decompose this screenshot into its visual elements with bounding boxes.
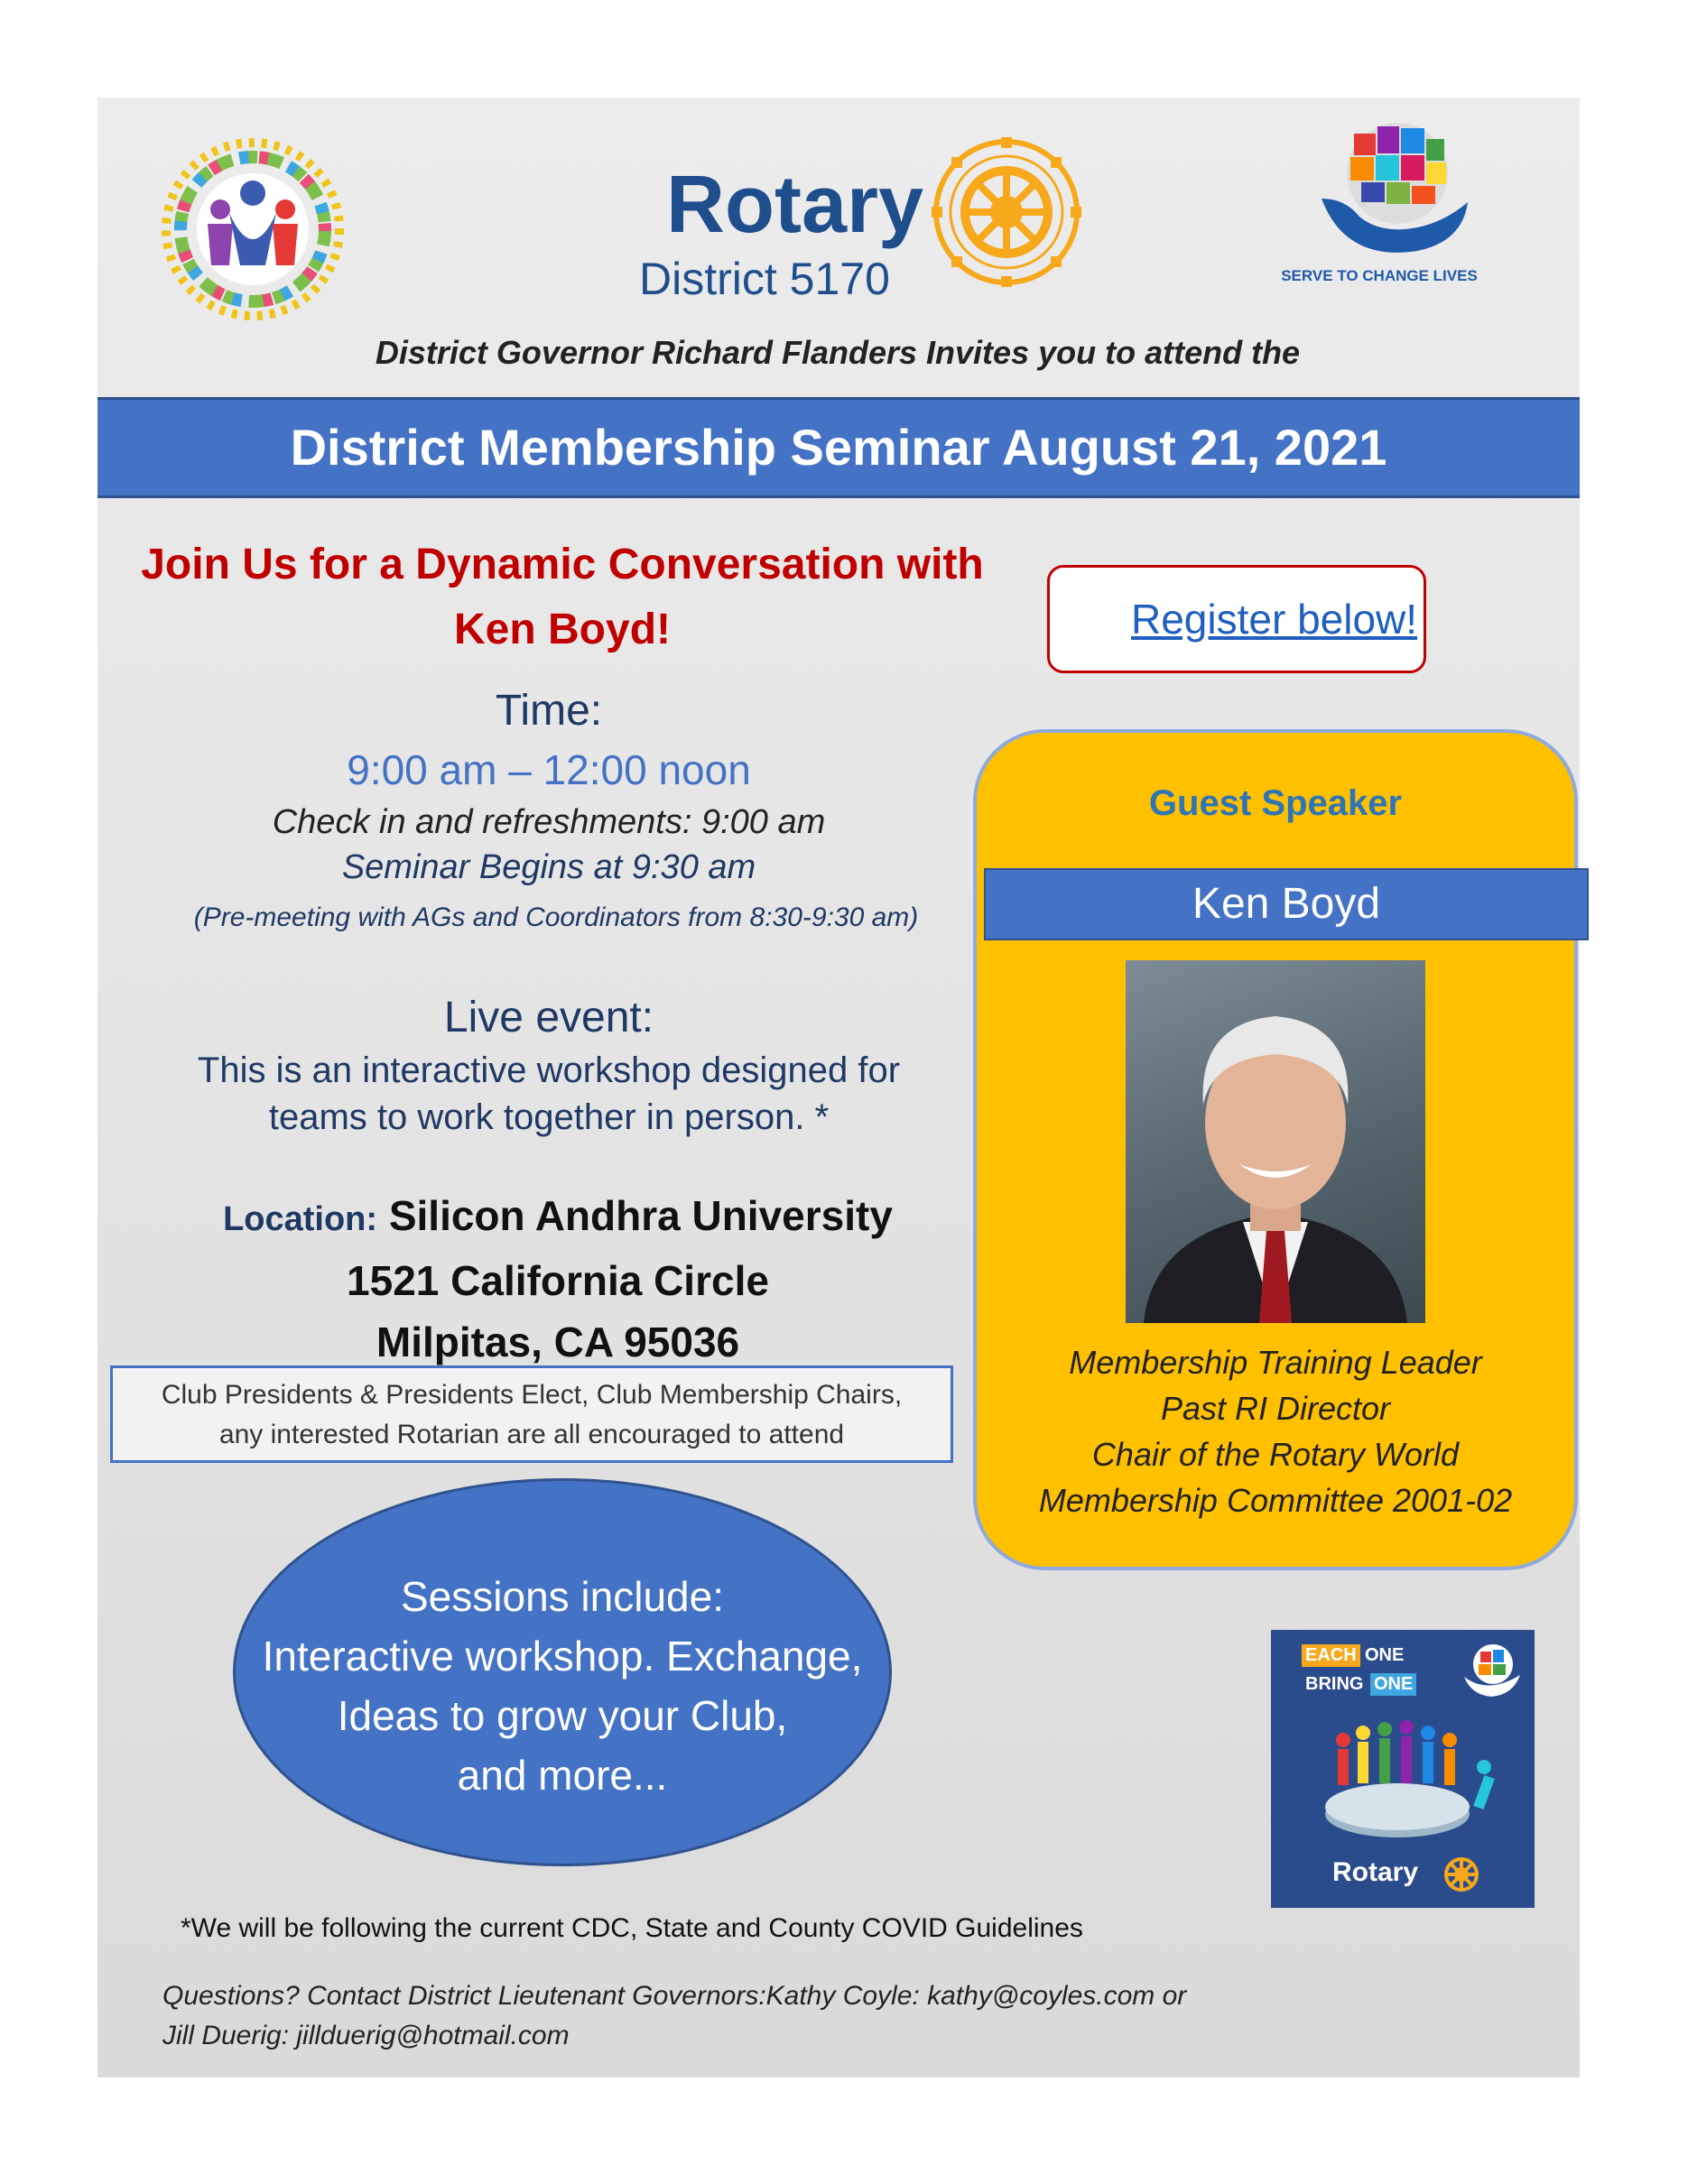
speaker-credentials <box>977 1339 1574 1523</box>
promo-globe-icon <box>1461 1639 1524 1698</box>
flyer-page <box>97 97 1580 2078</box>
title-banner <box>97 397 1580 498</box>
speaker-name: Ken Boyd <box>1192 880 1381 928</box>
live-line-1: This is an interactive workshop designed for <box>197 1050 901 1090</box>
promo-bring: BRING <box>1305 1674 1364 1694</box>
credential-2: Past RI Director <box>1160 1390 1391 1427</box>
contact-line-2: Jill Duerig: jillduerig@hotmail.com <box>162 2021 570 2050</box>
contact-line-1: Questions? Contact District Lieutenant Governors:Kathy Coyle: kathy@coyles.com or <box>162 1981 1187 2011</box>
intro-line-2: Ken Boyd! <box>454 606 671 653</box>
rotary-wheel-icon <box>930 135 1083 289</box>
checkin-line: Check in and refreshments: 9:00 am <box>272 803 826 841</box>
premeeting-note: (Pre-meeting with AGs and Coordinators from 8:30-9:30 am) <box>193 902 919 932</box>
sessions-line-1: Sessions include: <box>401 1573 724 1620</box>
district-label: District 5170 <box>639 254 890 304</box>
live-line-2: teams to work together in person. * <box>268 1097 830 1137</box>
live-event-description <box>161 1047 937 1141</box>
promo-rotary-wheel-icon <box>1442 1855 1480 1893</box>
credential-1: Membership Training Leader <box>1069 1344 1482 1381</box>
speaker-portrait-icon <box>1126 960 1425 1323</box>
sessions-line-2: Interactive workshop. Exchange, <box>262 1633 863 1680</box>
time-label: Time: <box>495 687 603 735</box>
intro-heading <box>134 532 991 662</box>
speaker-card <box>973 729 1578 1570</box>
credential-3: Chair of the Rotary World <box>1091 1436 1460 1473</box>
audience-box <box>110 1365 953 1463</box>
intro-line-1: Join Us for a Dynamic Conversation with <box>141 541 984 588</box>
covid-note: *We will be following the current CDC, State and County COVID Guidelines <box>181 1913 1083 1943</box>
people-circle-logo <box>153 130 352 329</box>
location-street: 1521 California Circle <box>347 1257 769 1304</box>
live-event-label: Live event: <box>443 994 654 1041</box>
location-block <box>152 1185 964 1373</box>
location-city: Milpitas, CA 95036 <box>376 1319 740 1365</box>
seminar-title: District Membership Seminar August 21, 2021 <box>290 419 1387 476</box>
guest-speaker-heading: Guest Speaker <box>1148 783 1403 823</box>
credential-4: Membership Committee 2001-02 <box>1038 1482 1513 1519</box>
register-box <box>1047 565 1426 673</box>
audience-line-1: Club Presidents & Presidents Elect, Club Membership Chairs, <box>161 1380 903 1410</box>
promo-people-illustration <box>1307 1713 1506 1848</box>
contact-info <box>162 1976 1336 2056</box>
each-one-bring-one-promo <box>1271 1630 1535 1908</box>
location-label: Location: <box>223 1200 378 1238</box>
location-name: Silicon Andhra University <box>388 1192 893 1239</box>
promo-one-1: ONE <box>1365 1645 1405 1665</box>
audience-line-2: any interested Rotarian are all encouraged to attend <box>218 1420 845 1449</box>
sessions-line-3: Ideas to grow your Club, <box>337 1692 788 1739</box>
register-link[interactable]: Register below! <box>1131 596 1418 643</box>
rotary-wordmark: Rotary <box>666 160 924 250</box>
serve-globe-hand-icon <box>1318 116 1471 260</box>
sessions-ellipse <box>233 1478 892 1866</box>
promo-each: EACH <box>1302 1644 1360 1667</box>
time-value: 9:00 am – 12:00 noon <box>347 746 751 793</box>
speaker-photo <box>1126 960 1425 1323</box>
serve-tagline: SERVE TO CHANGE LIVES <box>1281 267 1478 284</box>
invite-line: District Governor Richard Flanders Invites you to attend the <box>375 334 1301 371</box>
promo-one-2: ONE <box>1370 1673 1416 1696</box>
promo-rotary-wordmark: Rotary <box>1332 1857 1419 1887</box>
seminar-begins-line: Seminar Begins at 9:30 am <box>341 848 756 886</box>
sessions-line-4: and more... <box>457 1752 668 1799</box>
speaker-name-bar <box>984 868 1589 940</box>
